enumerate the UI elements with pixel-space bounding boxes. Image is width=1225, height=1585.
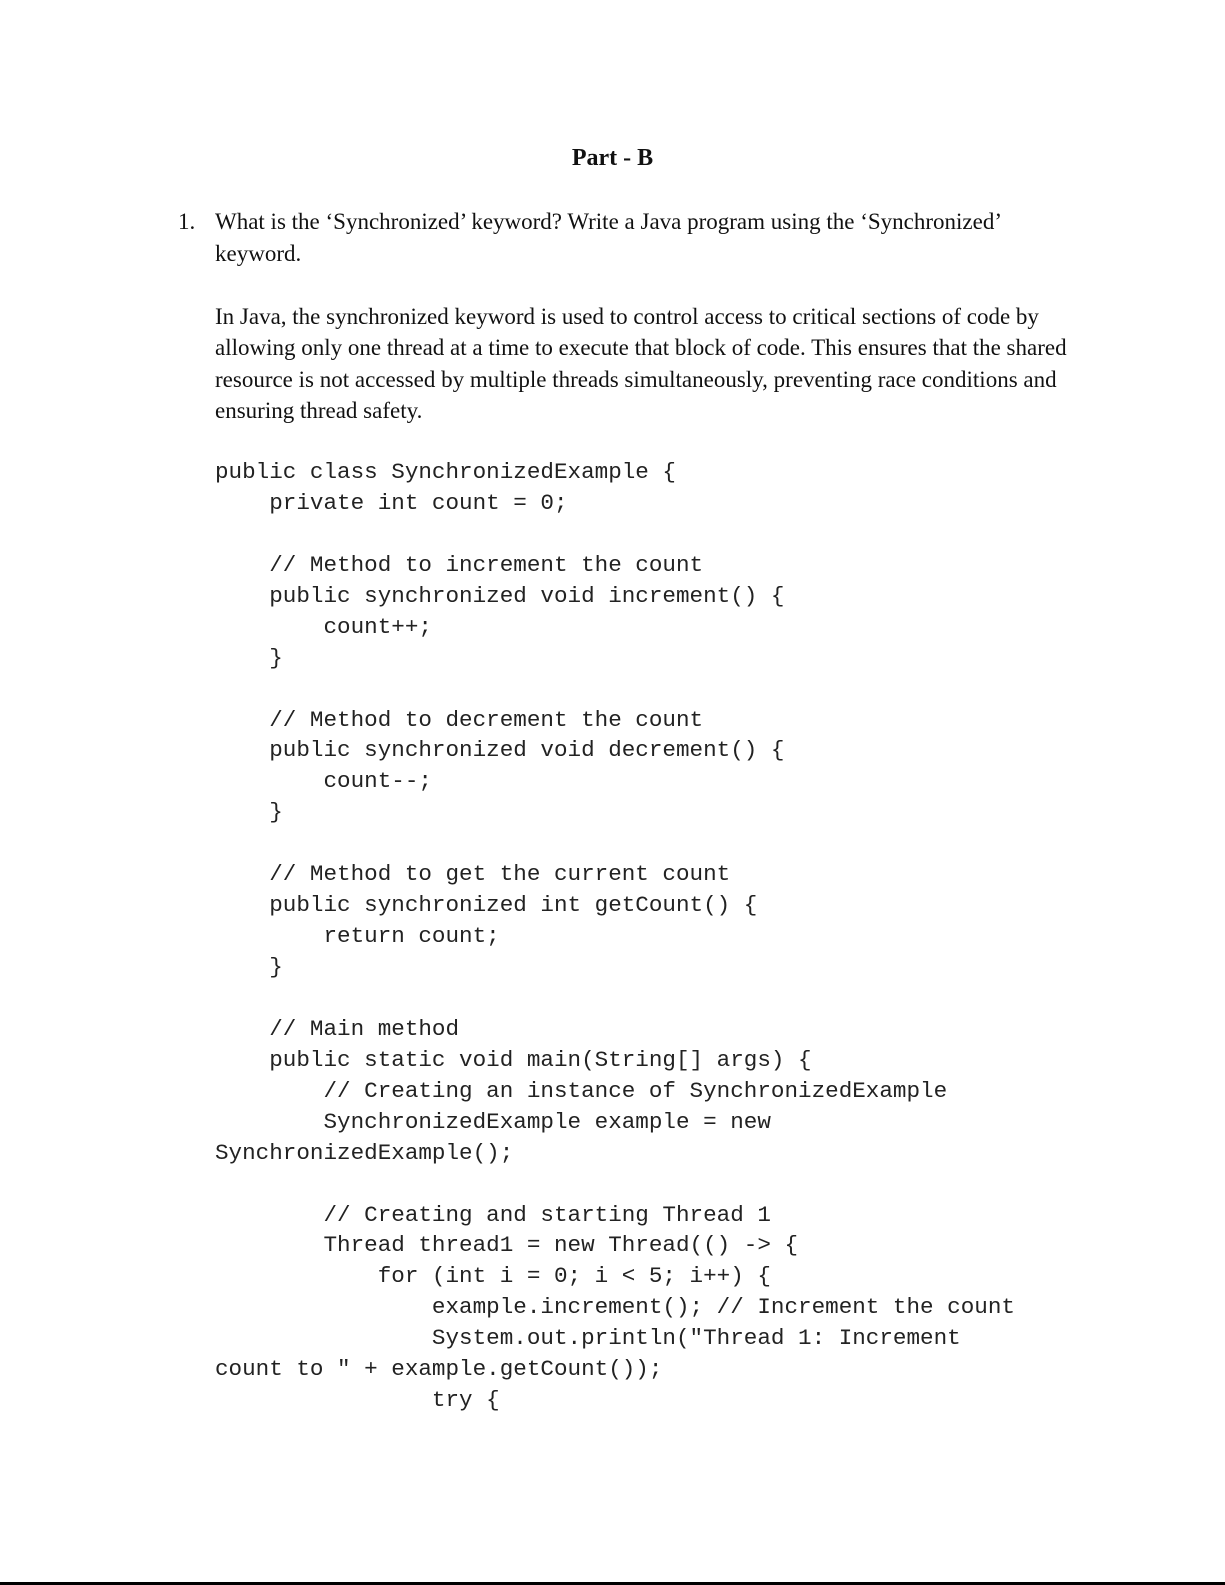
code-line: } <box>215 644 283 671</box>
code-line: // Method to increment the count <box>215 551 704 578</box>
code-line: // Main method <box>215 1015 460 1042</box>
code-line <box>215 983 1115 1014</box>
code-line: Thread thread1 = new Thread(() -> { <box>215 1232 799 1259</box>
section-title: Part - B <box>571 145 654 171</box>
code-line <box>215 674 1115 705</box>
code-line: // Method to decrement the count <box>215 706 704 733</box>
question-number: 1. <box>178 209 196 234</box>
code-line: // Creating and starting Thread 1 <box>215 1201 771 1228</box>
code-line: count to " + example.getCount()); <box>215 1356 663 1383</box>
code-line: count++; <box>215 613 432 640</box>
code-line: private int count = 0; <box>215 489 568 516</box>
code-line: System.out.println("Thread 1: Increment <box>215 1325 961 1352</box>
code-line <box>215 828 1115 859</box>
question-text: What is the ‘Synchronized’ keyword? Write a Java program using the ‘Synchronized’ keyword. <box>215 209 1001 266</box>
code-line: public class SynchronizedExample { <box>215 459 676 485</box>
code-line: example.increment(); // Increment the count <box>215 1294 1015 1321</box>
code-line: // Method to get the current count <box>215 861 731 888</box>
code-line: public synchronized void decrement() { <box>215 737 785 764</box>
code-block <box>215 457 1115 1416</box>
code-line: count--; <box>215 768 432 795</box>
code-line: } <box>215 954 283 980</box>
code-line: return count; <box>215 923 500 950</box>
code-line <box>215 519 1115 550</box>
code-line: public synchronized int getCount() { <box>215 892 758 919</box>
code-line: public synchronized void increment() { <box>215 582 785 609</box>
question-1 <box>178 206 1078 269</box>
code-line <box>215 1169 1115 1200</box>
code-line: SynchronizedExample(); <box>215 1139 514 1166</box>
code-line: try { <box>215 1387 500 1414</box>
code-line: for (int i = 0; i < 5; i++) { <box>215 1263 771 1290</box>
code-line: // Creating an instance of SynchronizedExample <box>215 1077 948 1104</box>
answer-paragraph: In Java, the synchronized keyword is used to control access to critical sections of code by allowing only one thread at a time to execute that block of code. This ensures that the shared resource is not accessed by multiple threads simultaneously, preventing race conditions and ensuring thread safety. <box>215 304 1067 423</box>
code-line: public static void main(String[] args) { <box>215 1046 812 1073</box>
code-line: SynchronizedExample example = new <box>215 1108 771 1135</box>
code-line: } <box>215 799 283 826</box>
